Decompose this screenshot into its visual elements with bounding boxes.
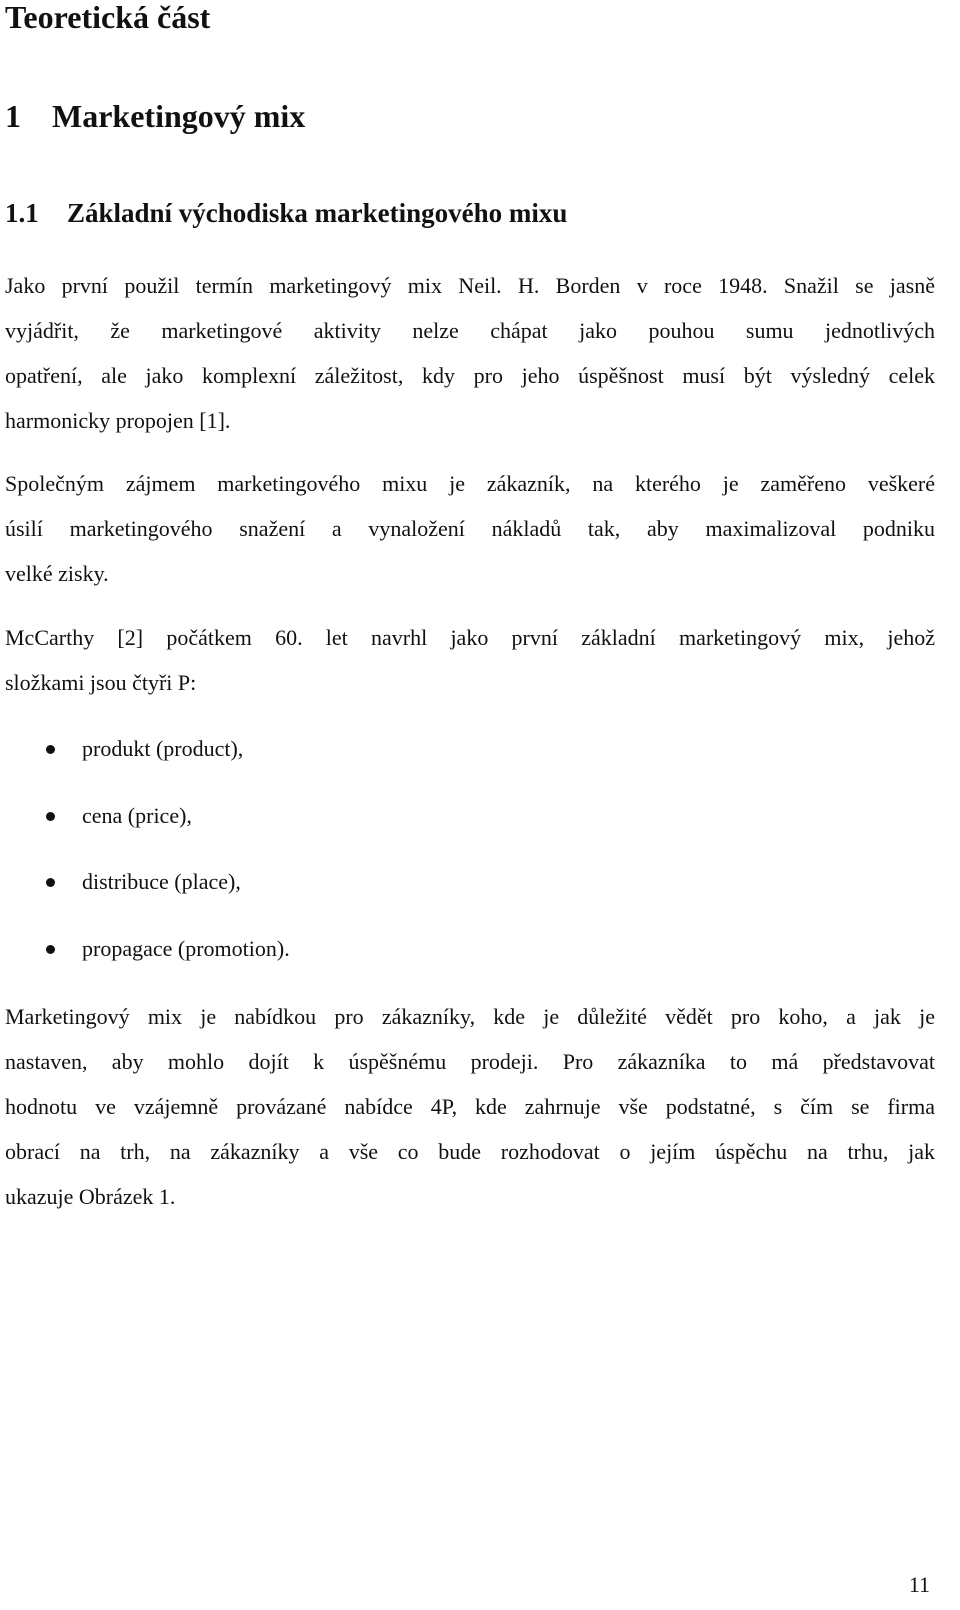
list-item-text: propagace (promotion). (82, 935, 290, 961)
chapter-number: 1 (5, 98, 21, 134)
paragraph-line: hodnotu ve vzájemně provázané nabídce 4P, kde zahrnuje vše podstatné, s čím se firma (5, 1094, 935, 1119)
paragraph-line: Společným zájmem marketingového mixu je zákazník, na kterého je zaměřeno veškeré (5, 471, 935, 496)
paragraph-borden (5, 263, 935, 443)
bullet-icon (46, 745, 55, 754)
section-title: Základní východiska marketingového mixu (67, 198, 568, 228)
paragraph-line: harmonicky propojen [1]. (5, 408, 231, 433)
chapter-heading (5, 96, 305, 136)
paragraph-customer (5, 461, 935, 596)
list-item-text: distribuce (place), (82, 869, 241, 894)
chapter-title: Marketingový mix (52, 98, 306, 134)
paragraph-line: opatření, ale jako komplexní záležitost, kdy pro jeho úspěšnost musí být výsledný celek (5, 363, 935, 388)
page-number: 11 (908, 1572, 930, 1597)
paragraph-line: Marketingový mix je nabídkou pro zákazníky, kde je důležité vědět pro koho, a jak je (5, 1004, 935, 1029)
paragraph-line: velké zisky. (5, 561, 109, 586)
paragraph-line: McCarthy [2] počátkem 60. let navrhl jako první základní marketingový mix, jehož (5, 625, 935, 650)
paragraph-closing (5, 994, 935, 1219)
paragraph-line: složkami jsou čtyři P: (5, 670, 197, 695)
paragraph-line: nastaven, aby mohlo dojít k úspěšnému prodeji. Pro zákazníka to má představovat (5, 1049, 935, 1074)
bullet-icon (46, 812, 55, 821)
bullet-icon (46, 878, 55, 887)
section-number: 1.1 (5, 198, 39, 228)
paragraph-mccarthy (5, 615, 935, 705)
paragraph-line: vyjádřit, že marketingové aktivity nelze chápat jako pouhou sumu jednotlivých (5, 318, 935, 343)
bullet-icon (46, 945, 55, 954)
paragraph-line: ukazuje Obrázek 1. (5, 1184, 176, 1209)
list-item-text: produkt (product), (82, 736, 244, 761)
list-item-text: cena (price), (82, 802, 192, 828)
paragraph-line: úsilí marketingového snažení a vynaložení nákladů tak, aby maximalizoval podniku (5, 516, 935, 541)
paragraph-line: Jako první použil termín marketingový mix Neil. H. Borden v roce 1948. Snažil se jasně (5, 273, 935, 298)
part-title: Teoretická část (5, 0, 211, 35)
paragraph-line: obrací na trh, na zákazníky a vše co bude rozhodovat o jejím úspěchu na trhu, jak (5, 1139, 935, 1164)
section-heading (5, 196, 567, 230)
